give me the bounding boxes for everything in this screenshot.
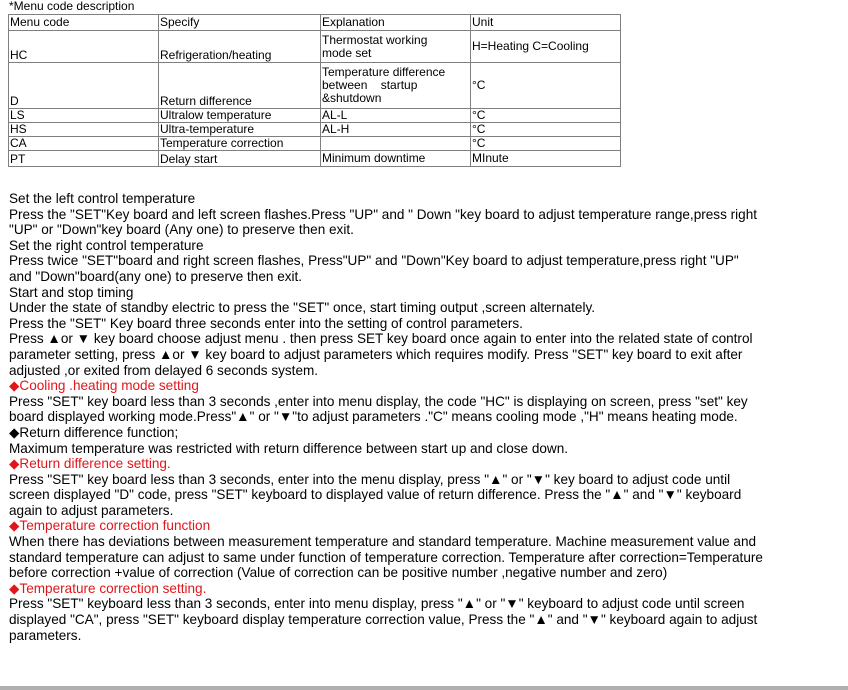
text-line: again to adjust parameters. [9,502,174,518]
cell-unit: MInute [471,151,621,167]
table-header-row [9,15,621,31]
menu-code-table [8,14,621,167]
text-line: displayed "CA", press "SET" keyboard display temperature correction value, Press the "▲" and "▼" keyboard again to adjust [9,612,758,628]
text-line: and "Down"board(any one) to preserve then exit. [9,268,303,284]
cell-menu-code: CA [9,137,159,151]
section-heading: ◆Cooling .heating mode setting [9,378,199,394]
text-line: Start and stop timing [9,284,134,300]
text-line: board displayed working mode.Press"▲" or "▼"to adjust parameters ."C" means cooling mode ,"H" means heating mode. [9,409,738,425]
text-line: Set the right control temperature [9,237,204,253]
text-line: ◆Return difference function; [9,424,179,440]
cell-explanation [321,151,471,167]
table-row [9,137,621,151]
text-line: Set the left control temperature [9,191,196,206]
cell-unit: °C [471,137,621,151]
bottom-border [0,686,848,690]
table-row [9,151,621,167]
cell-unit: °C [471,63,621,109]
table-row [9,123,621,137]
table-row [9,31,621,63]
explanation-line: between startup [322,78,418,92]
cell-specify: Ultralow temperature [159,109,321,123]
text-line: Press "SET" keyboard less than 3 seconds, enter into menu display, press "▲" or "▼" keyboard to adjust code until screen [9,596,745,612]
table-row [9,63,621,109]
text-line: before correction +value of correction (Value of correction can be positive number ,negative number and zero) [9,565,668,581]
explanation-line: Thermostat working [322,32,428,47]
cell-explanation [321,123,471,137]
text-line: parameter setting, press ▲or ▼ key board to adjust parameters which requires modify. Press "SET" key board to exit after [9,346,743,362]
cell-explanation [321,63,471,109]
header-specify: Specify [159,15,321,31]
explanation-line: AL-L [322,108,348,122]
explanation-line: &shutdown [322,91,382,105]
section-heading: ◆Temperature correction function [9,518,211,534]
section-heading: ◆Return difference setting. [9,456,171,472]
cell-specify: Refrigeration/heating [159,31,321,63]
cell-menu-code: HC [9,31,159,63]
table-caption: *Menu code description [9,0,135,13]
explanation-line: mode set [322,45,372,60]
cell-unit: °C [471,109,621,123]
explanation-line: AL-H [322,122,350,136]
text-line: Press "SET" key board less than 3 seconds ,enter into menu display, the code "HC" is displaying on screen, press "set" key [9,393,748,409]
header-menu-code: Menu code [9,15,159,31]
text-line: When there has deviations between measurement temperature and standard temperature. Machine measurement value and [9,534,757,550]
section-heading: ◆Temperature correction setting. [9,580,207,596]
cell-unit: °C [471,123,621,137]
header-explanation: Explanation [321,15,471,31]
cell-explanation [321,137,471,151]
explanation-line: Temperature difference [322,65,446,79]
cell-specify: Delay start [159,151,321,167]
header-unit: Unit [471,15,621,31]
explanation-line: Minimum downtime [322,151,426,165]
text-line: Press ▲or ▼ key board choose adjust menu . then press SET key board once again to enter into the related state of control [9,331,753,347]
cell-specify: Temperature correction [159,137,321,151]
text-line: screen displayed "D" code, press "SET" keyboard to displayed value of return difference. Press the "▲" and "▼" keyboard [9,487,742,503]
cell-menu-code: D [9,63,159,109]
text-line: Press the "SET"Key board and left screen flashes.Press "UP" and " Down "key board to adjust temperature range,press right [9,206,758,222]
text-line: "UP" or "Down"key board (Any one) to preserve then exit. [9,222,354,238]
text-line: Press the "SET" Key board three seconds enter into the setting of control parameters. [9,315,523,331]
cell-specify: Return difference [159,63,321,109]
cell-menu-code: PT [9,151,159,167]
cell-menu-code: LS [9,109,159,123]
text-line: parameters. [9,627,82,643]
cell-explanation [321,109,471,123]
text-line: Under the state of standby electric to press the "SET" once, start timing output ,screen alternately. [9,300,596,316]
text-line: adjusted ,or exited from delayed 6 seconds system. [9,362,319,378]
text-line: Maximum temperature was restricted with return difference between start up and close down. [9,440,569,456]
text-line: Press twice "SET"board and right screen flashes, Press"UP" and "Down"Key board to adjust temperature,press right "UP" [9,253,739,269]
cell-explanation [321,31,471,63]
cell-menu-code: HS [9,123,159,137]
cell-specify: Ultra-temperature [159,123,321,137]
table-row [9,109,621,123]
cell-unit: H=Heating C=Cooling [471,31,621,63]
text-line: Press "SET" key board less than 3 seconds, enter into the menu display, press "▲" or "▼" key board to adjust code until [9,471,731,487]
instructions-text [9,191,847,643]
text-line: standard temperature can adjust to same under function of temperature correction. Temperature after correction=Temperature [9,549,763,565]
